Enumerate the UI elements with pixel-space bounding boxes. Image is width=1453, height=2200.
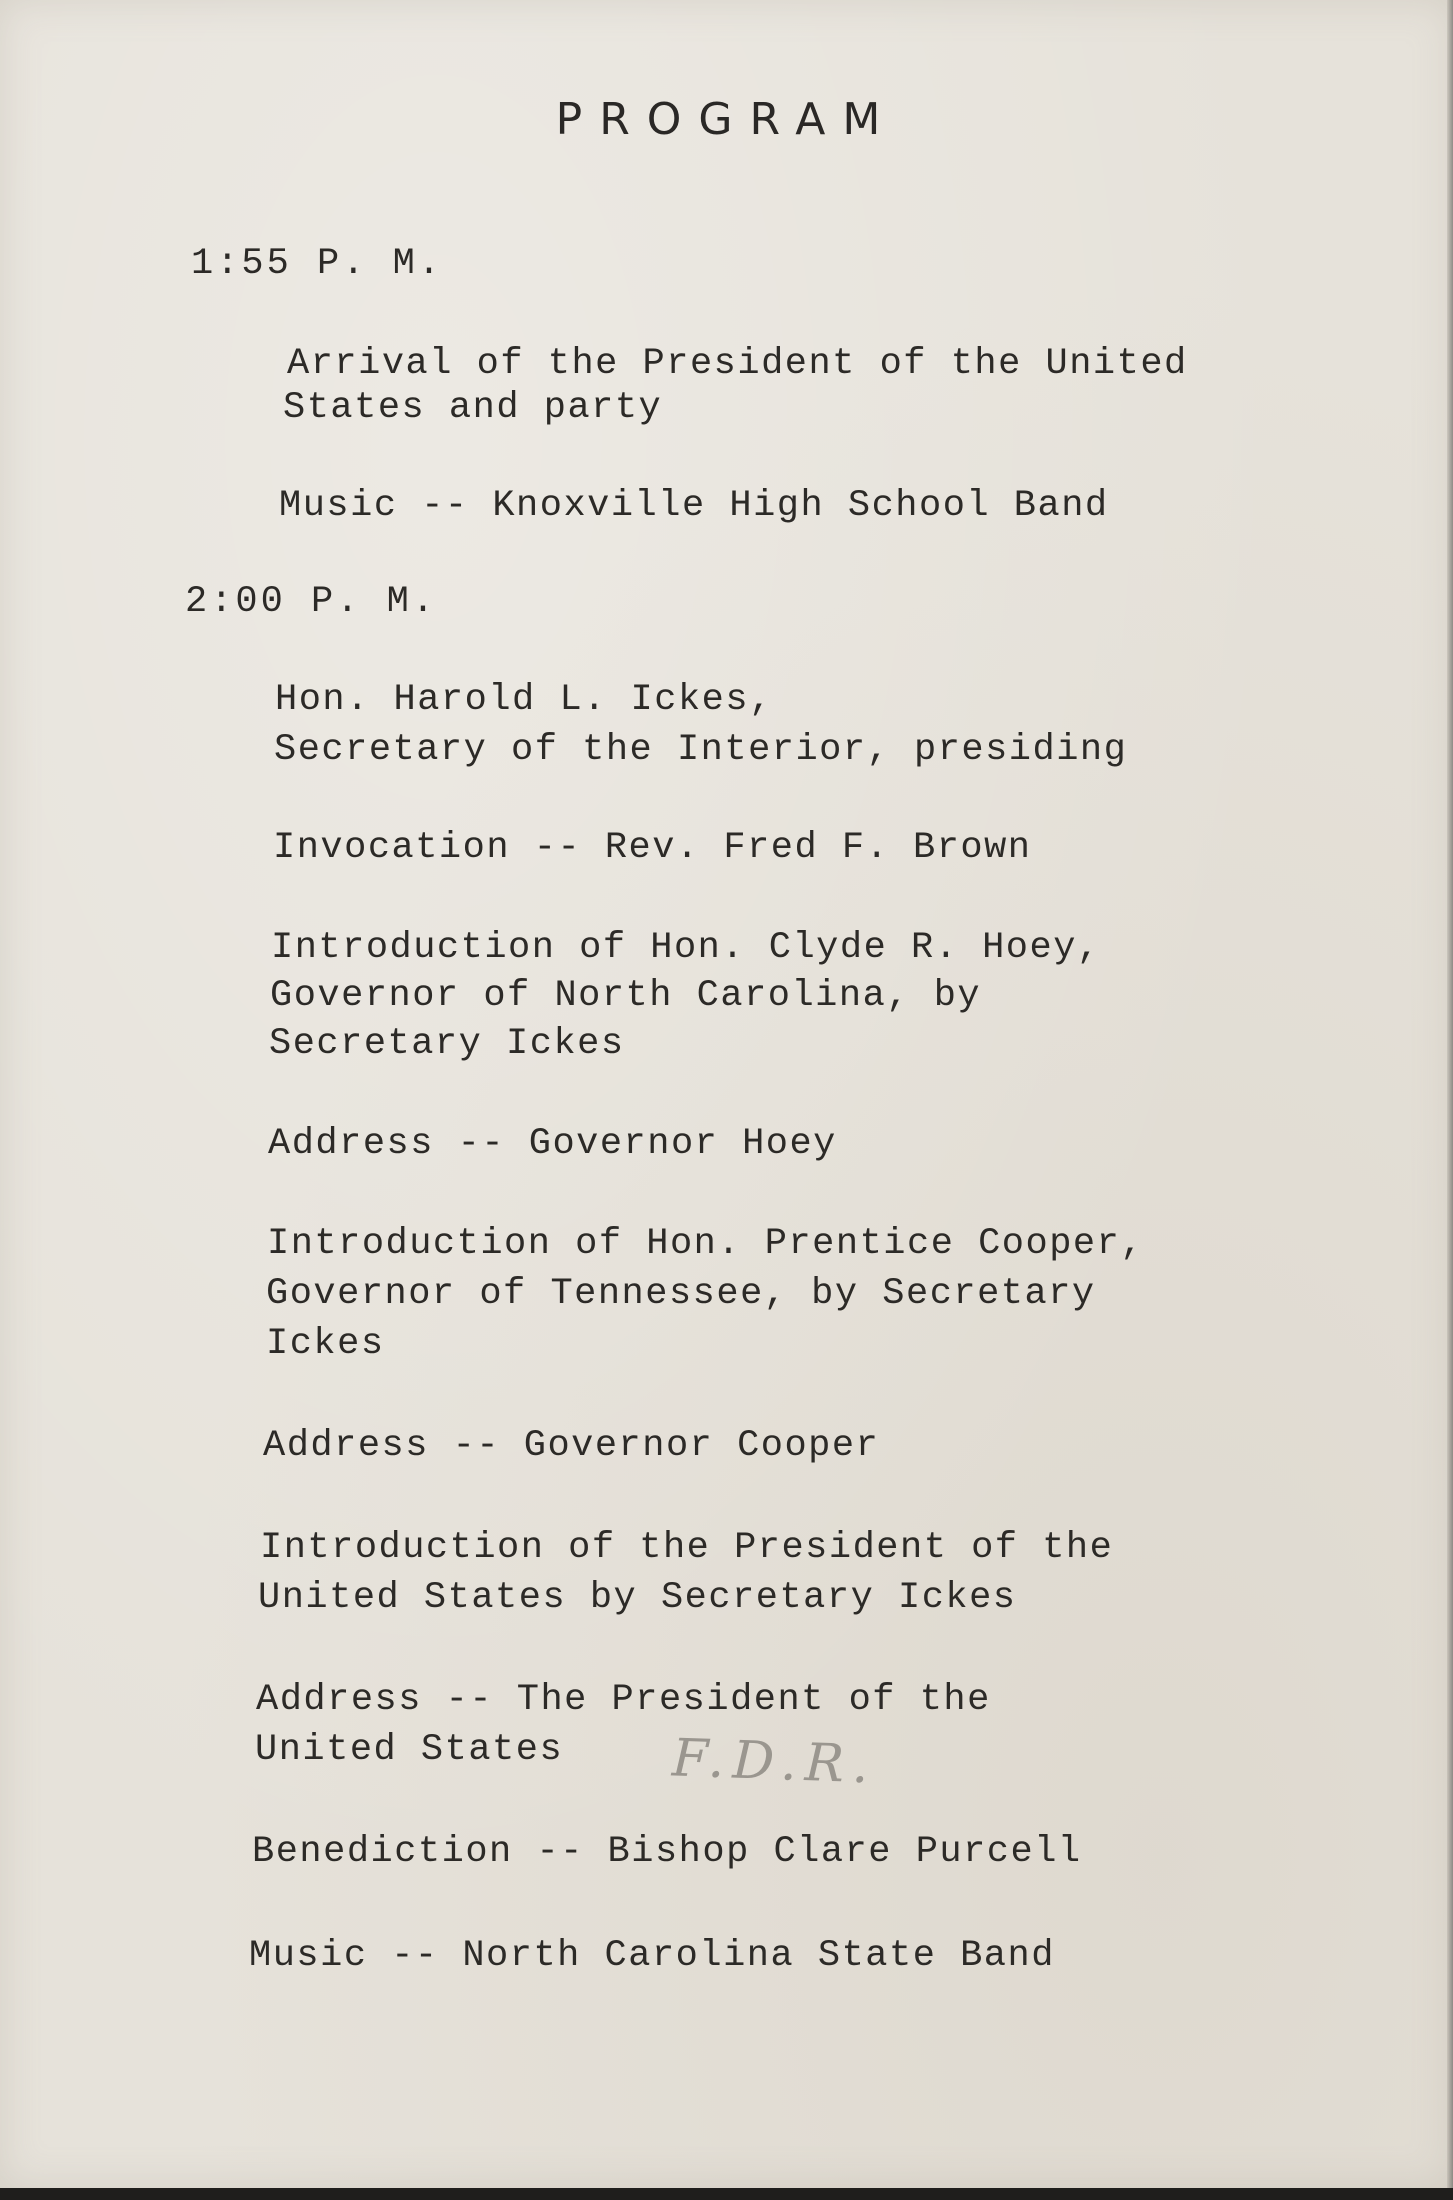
- program-item-line: Invocation -- Rev. Fred F. Brown: [273, 827, 1032, 869]
- program-item-line: Governor of North Carolina, by: [270, 975, 982, 1017]
- program-item-line: Introduction of the President of the: [260, 1527, 1114, 1569]
- program-item-line: United States by Secretary Ickes: [258, 1577, 1017, 1619]
- program-item-line: States and party: [283, 387, 663, 429]
- program-item-line: Address -- Governor Cooper: [263, 1425, 880, 1467]
- schedule-time: 2:00 P. M.: [185, 581, 438, 623]
- program-item-line: Address -- The President of the: [256, 1679, 991, 1721]
- program-item-line: Governor of Tennessee, by Secretary: [266, 1273, 1096, 1315]
- page-title: PROGRAM: [555, 94, 898, 145]
- background-strip: [0, 2188, 1453, 2200]
- schedule-time: 1:55 P. M.: [191, 243, 444, 285]
- program-item-line: Ickes: [266, 1323, 385, 1365]
- program-item-line: Benediction -- Bishop Clare Purcell: [252, 1831, 1082, 1873]
- page-edge: [1447, 0, 1453, 2188]
- handwritten-initials: F.D.R.: [671, 1728, 878, 1796]
- program-item-line: Secretary Ickes: [269, 1023, 625, 1065]
- program-item-line: Address -- Governor Hoey: [268, 1123, 837, 1165]
- program-item-line: Introduction of Hon. Prentice Cooper,: [267, 1223, 1145, 1265]
- program-item-line: United States: [255, 1729, 564, 1771]
- program-item-line: Hon. Harold L. Ickes,: [275, 679, 773, 721]
- program-item-line: Introduction of Hon. Clyde R. Hoey,: [271, 927, 1101, 969]
- program-item-line: Arrival of the President of the United: [287, 343, 1188, 385]
- program-item-line: Secretary of the Interior, presiding: [274, 729, 1128, 771]
- program-item-line: Music -- North Carolina State Band: [249, 1935, 1055, 1977]
- program-item-line: Music -- Knoxville High School Band: [279, 485, 1109, 527]
